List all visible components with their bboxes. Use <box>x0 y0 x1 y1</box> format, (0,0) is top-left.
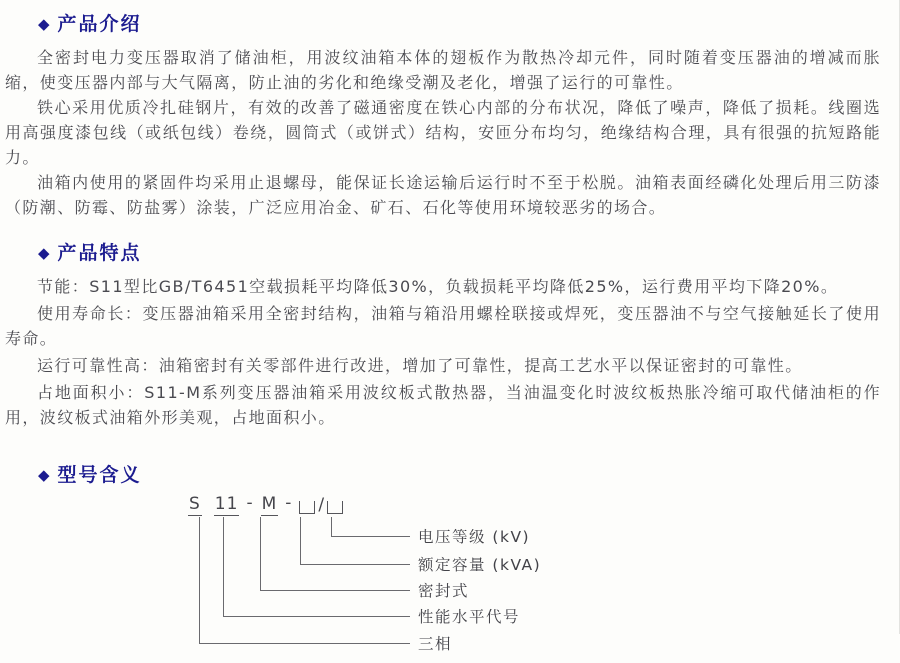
diagram-label-three-phase: 三相 <box>418 635 453 653</box>
section-heading-product-intro <box>38 12 881 36</box>
connector-line-phase <box>199 517 200 643</box>
paragraph: 铁心采用优质冷扎硅钢片，有效的改善了磁通密度在铁心内部的分布状况，降低了噪声，降低了损耗。线圈选用高强度漆包线（或纸包线）卷绕，圆筒式（或饼式）结构，安匝分布均匀，绝缘结构合理，具有很强的抗短路能力。 <box>5 98 881 167</box>
section-heading-product-features <box>38 241 881 265</box>
connector-line-performance <box>223 517 224 616</box>
diagram-label-sealed-type: 密封式 <box>418 582 470 600</box>
product-intro-body <box>5 45 881 220</box>
section-title: 产品特点 <box>57 242 142 264</box>
connector-line-seal <box>260 517 261 590</box>
connector-line-performance <box>223 616 410 617</box>
paragraph: 使用寿命长：变压器油箱采用全密封结构，油箱与箱沿用螺栓联接或焊死，变压器油不与空气接触延长了使用寿命。 <box>5 304 881 348</box>
diamond-bullet-icon: ◆ <box>38 466 52 484</box>
capacity-placeholder-box <box>299 501 315 514</box>
connector-line-voltage <box>331 517 332 536</box>
paragraph: 节能：S11型比GB/T6451空载损耗平均降低30%，负载损耗平均降低25%，运行费用平均下降20%。 <box>37 277 839 296</box>
paragraph: 运行可靠性高：油箱密封有关零部件进行改进，增加了可靠性，提高工艺水平以保证密封的可靠性。 <box>37 356 803 375</box>
connector-line-capacity <box>300 517 301 564</box>
paragraph: 占地面积小：S11-M系列变压器油箱采用波纹板式散热器，当油温变化时波纹板热胀冷缩可取代储油柜的作用，波纹板式油箱外形美观，占地面积小。 <box>5 383 881 427</box>
diamond-bullet-icon: ◆ <box>38 244 52 262</box>
model-code-dash: - <box>285 493 293 513</box>
diagram-label-voltage-class: 电压等级 (kV) <box>418 528 531 546</box>
section-title: 型号含义 <box>57 464 142 486</box>
paragraph: 油箱内使用的紧固件均采用止退螺母，能保证长途运输后运行时不至于松脱。油箱表面经磷化处理后用三防漆（防潮、防霉、防盐雾）涂装，广泛应用冶金、矿石、石化等使用环境较恶劣的场合。 <box>5 173 881 217</box>
model-code <box>188 493 343 516</box>
section-heading-model-meaning <box>38 463 881 487</box>
diamond-bullet-icon: ◆ <box>38 15 52 33</box>
connector-line-capacity <box>300 564 410 565</box>
model-code-performance: 11 <box>214 494 239 514</box>
connector-line-seal <box>260 590 410 591</box>
connector-line-phase <box>199 643 410 644</box>
model-code-dash: - <box>246 493 254 513</box>
diagram-label-rated-capacity: 额定容量 (kVA) <box>418 556 542 574</box>
model-code-seal: M <box>261 494 278 514</box>
connector-line-voltage <box>331 536 410 537</box>
paragraph: 全密封电力变压器取消了储油柜，用波纹油箱本体的翅板作为散热冷却元件，同时随着变压器油的增减而胀缩，使变压器内部与大气隔离，防止油的劣化和绝缘受潮及老化，增强了运行的可靠性。 <box>5 48 881 92</box>
model-code-phase: S <box>189 494 201 514</box>
diagram-label-performance-level: 性能水平代号 <box>418 608 521 626</box>
model-code-slash: / <box>318 495 326 515</box>
product-features-body <box>5 274 881 430</box>
section-title: 产品介绍 <box>57 13 142 35</box>
voltage-placeholder-box <box>327 501 343 514</box>
model-number-diagram <box>5 493 881 663</box>
